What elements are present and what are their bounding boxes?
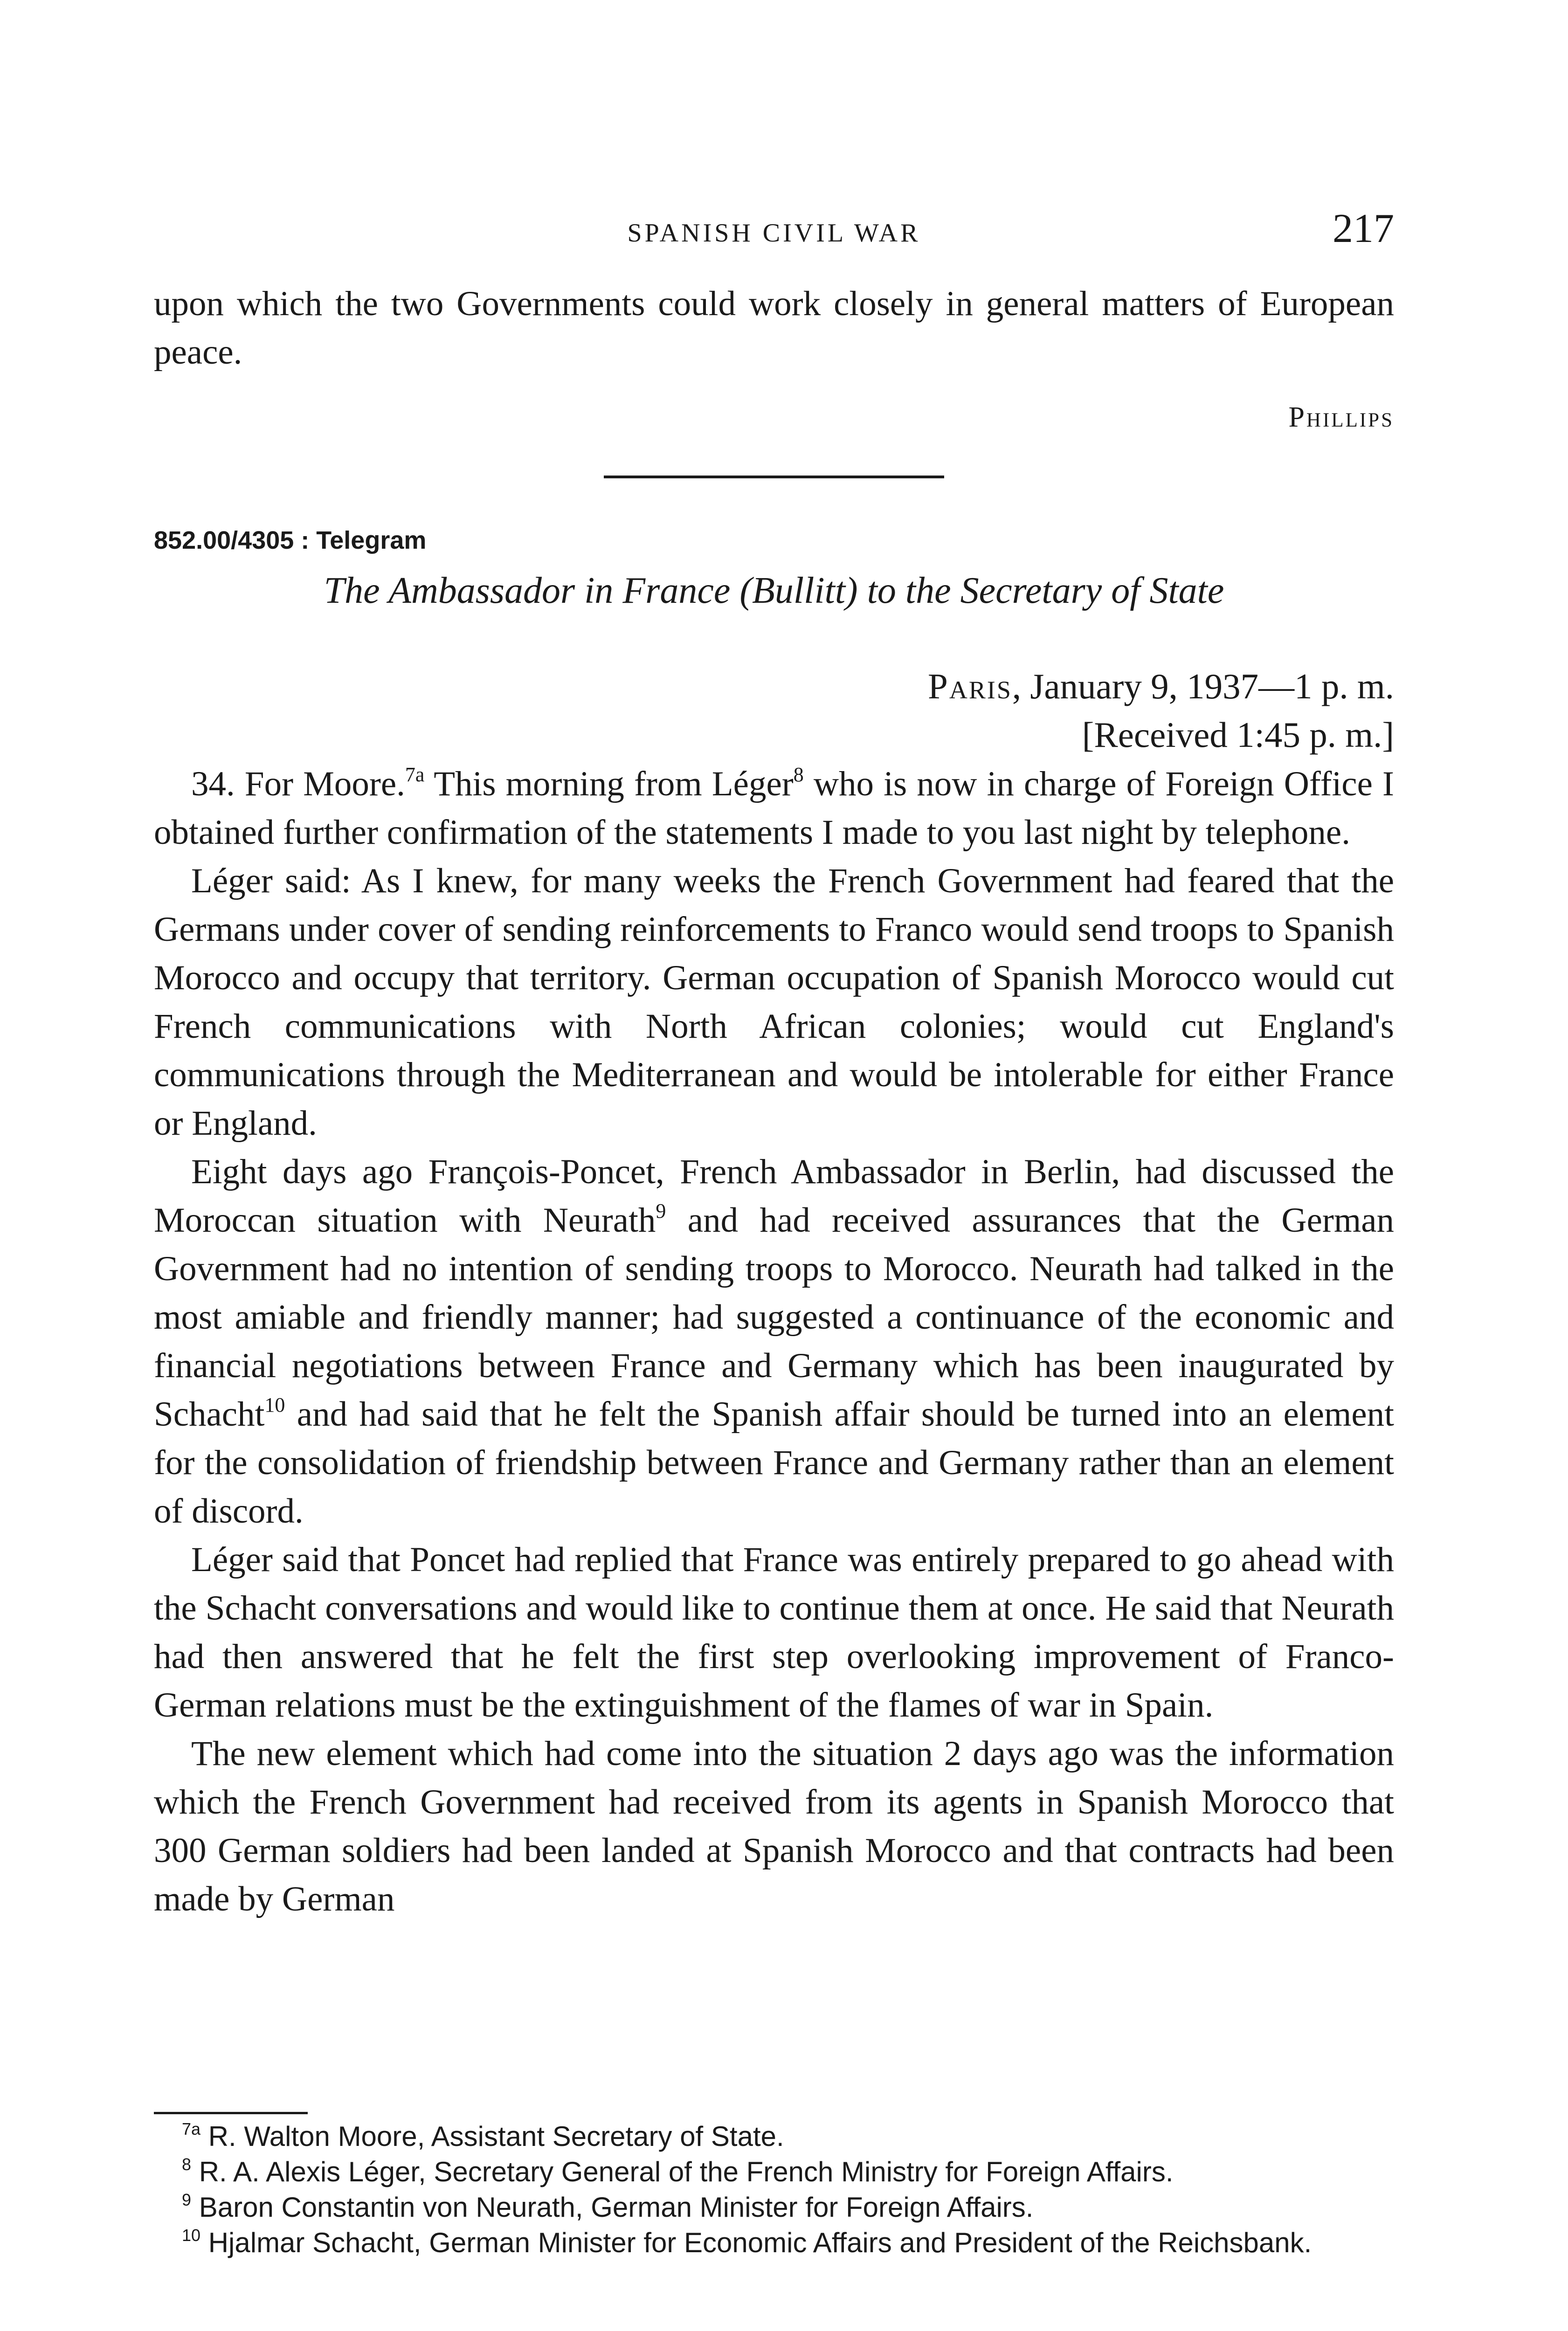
footnote: $^{7a}$ R. Walton Moore, Assistant Secretary of State. — [182, 2119, 784, 2152]
footnote-rule — [154, 2112, 308, 2114]
paragraph-4: Léger said that Poncet had replied that France was entirely prepared to go ahead with the Schacht conversations and would like to continue them at once. He said that Neurath had then answered that he felt the first step overlooking improvement of Franco-German relations must be the extinguishment of the flames of war in Spain. — [154, 1540, 1394, 1724]
file-number: 852.00/4305 : Telegram — [154, 526, 427, 554]
document-title: The Ambassador in France (Bullitt) to the Secretary of State — [324, 570, 1224, 611]
paragraph-3: Eight days ago François-Poncet, French Ambassador in Berlin, had discussed the Moroccan situation with Neurath$^9$ and had received assurances that the German Government had no intention of sending troops to Morocco. Neurath had talked in the most amiable and friendly manner; had suggested a continuance of the economic and financial negotiations between France and Germany which has been inaugurated by Schacht$^{10}$ and had said that he felt the Spanish affair should be turned into an element for the consolidation of friendship between France and Germany rather than an element of discord. — [154, 1152, 1394, 1531]
dateline-date: , January 9, 1937—1 p. m. — [1012, 666, 1394, 706]
section-divider — [604, 476, 944, 478]
running-title: SPANISH CIVIL WAR — [627, 219, 921, 248]
running-head — [154, 205, 1394, 256]
paragraph-5: The new element which had come into the situation 2 days ago was the information which the French Government had received from its agents in Spanish Morocco that 300 German soldiers had been landed at Spanish Morocco and that contracts had been made by German — [154, 1734, 1394, 1918]
footnote: $^8$ R. A. Alexis Léger, Secretary General of the French Ministry for Foreign Affairs. — [182, 2155, 1174, 2187]
signature: Phillips — [1288, 401, 1394, 433]
footnote-ref-9: 9 — [656, 1200, 666, 1222]
footnote: $^9$ Baron Constantin von Neurath, German Minister for Foreign Affairs. — [182, 2190, 1034, 2223]
dateline-place: Paris — [928, 666, 1012, 706]
carryover-paragraph — [154, 280, 1394, 377]
telegram-body — [154, 760, 1394, 1924]
received-line: [Received 1:45 p. m.] — [1082, 715, 1394, 755]
page-number: 217 — [1333, 206, 1394, 251]
dateline — [741, 662, 1394, 759]
footnotes — [154, 2119, 1394, 2261]
paragraph-2: Léger said: As I knew, for many weeks the French Government had feared that the Germans under cover of sending reinforcements to Franco would send troops to Spanish Morocco and occupy that territory. German occupation of Spanish Morocco would cut French communications with North African colonies; would cut England's communications through the Mediterranean and would be intolerable for either France or England. — [154, 862, 1394, 1143]
footnote-ref-7a: 7a — [405, 763, 425, 786]
paragraph-1: 34. For Moore.$^{7a}$ This morning from Léger$^8$ who is now in charge of Foreign Office I obtained further confirmation of the statements I made to you last night by telephone. — [154, 763, 1394, 852]
footnote-ref-10: 10 — [264, 1393, 285, 1416]
dateline-line — [741, 662, 1394, 710]
footnote: $^{10}$ Hjalmar Schacht, German Minister for Economic Affairs and President of the Reichsbank. — [182, 2226, 1312, 2258]
carryover-text: upon which the two Governments could work closely in general matters of European peace. — [154, 284, 1394, 372]
footnote-ref-8: 8 — [793, 763, 804, 786]
